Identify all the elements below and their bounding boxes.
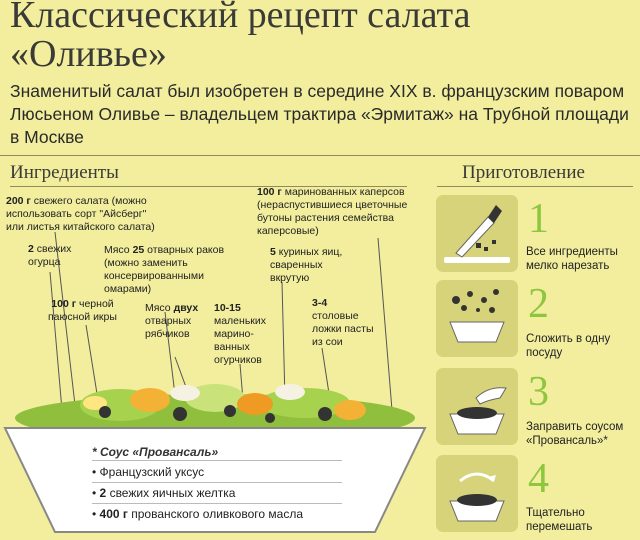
step-2-image: [436, 280, 518, 357]
ingredient-crayfish: Мясо 25 отварных раков (можно заменить консервированными омарами): [104, 244, 225, 295]
ingredient-lettuce: 200 г свежего салата (можно использовать сорт "Айсберг" или листья китайского салата): [6, 195, 155, 233]
step-4-text: Тщательно перемешать: [526, 507, 593, 533]
sauce-rule-1: [92, 460, 342, 461]
intro-text: Знаменитый салат был изобретен в середине XIX в. французским поваром Люсьеном Оливье – владельцем трактира «Эрмитаж» на Трубной площади в Москве: [10, 81, 629, 147]
step-1-number: 1: [528, 196, 549, 242]
sauce-rule-3: [92, 503, 342, 504]
step-3-number: 3: [528, 369, 549, 415]
step-2-text: Сложить в одну посуду: [526, 333, 611, 359]
sauce-item: • Французский уксус: [92, 465, 205, 479]
ingredient-grouse: Мясо двух отварных рябчиков: [145, 302, 199, 340]
sauce-rule-2: [92, 482, 342, 483]
title-line-2: «Оливье»: [10, 33, 167, 75]
ingredients-heading: Ингредиенты: [10, 162, 119, 183]
step-4-number: 4: [528, 456, 549, 502]
sauce-title: * Соус «Провансаль»: [92, 445, 219, 459]
sauce-boat-icon: [436, 368, 518, 445]
step-1-image: [436, 195, 518, 272]
title-line-1: Классический рецепт салата: [10, 0, 471, 36]
stir-arrow-icon: [436, 455, 518, 532]
preparation-rule: [437, 186, 633, 187]
sauce-item: • 400 г прованского оливкового масла: [92, 507, 303, 521]
ingredient-pickles: 10-15 маленьких марино- ванных огурчиков: [214, 302, 267, 366]
step-1-text: Все ингредиенты мелко нарезать: [526, 246, 618, 272]
step-4-image: [436, 455, 518, 532]
bowl-icon: [436, 280, 518, 357]
ingredient-eggs: 5 куриных яиц, сваренных вкрутую: [270, 246, 343, 284]
preparation-heading: Приготовление: [462, 162, 585, 183]
step-2-number: 2: [528, 281, 549, 327]
knife-icon: [436, 195, 518, 272]
ingredient-soy-paste: 3-4 столовые ложки пасты из сои: [312, 297, 374, 348]
step-3-text: Заправить соусом «Провансаль»*: [526, 421, 624, 447]
ingredient-cucumbers: 2 свежих огурца: [28, 243, 72, 268]
ingredient-caviar: 100 г черной паюсной икры: [48, 298, 117, 323]
sauce-item: • 2 свежих яичных желтка: [92, 486, 236, 500]
step-3-image: [436, 368, 518, 445]
ingredient-capers: 100 г маринованных каперсов (нераспустившиеся цветочные бутоны растения семейства каперсовые): [257, 186, 408, 237]
